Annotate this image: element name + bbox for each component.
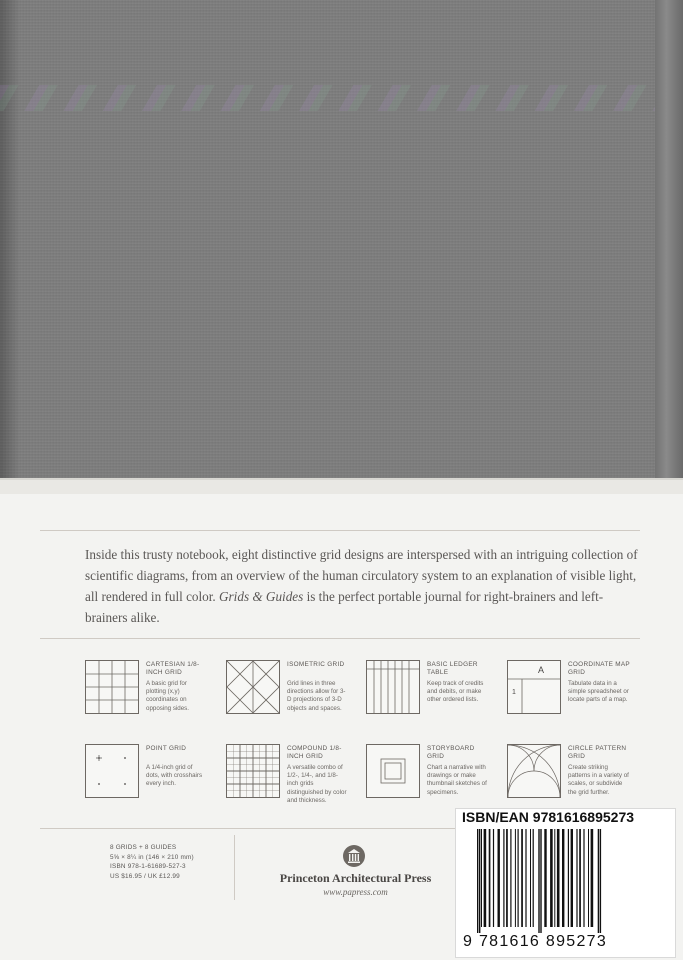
iridescent-band <box>0 85 655 111</box>
circle-pattern-thumbnail <box>507 744 561 798</box>
isbn-number: 9781616895273 <box>532 809 635 825</box>
compound-grid-icon <box>227 745 279 797</box>
specs-size: 5⅝ × 8¼ in (146 × 210 mm) <box>110 853 194 861</box>
intro-title: Grids & Guides <box>219 589 304 604</box>
grid-name-cartesian: CARTESIAN 1/8-INCH GRID <box>146 661 200 676</box>
point-grid-icon <box>86 745 138 797</box>
isometric-grid-icon <box>227 661 279 713</box>
intro-part1: Inside this trusty notebook, eight distinctive grid designs are interspersed with an intriguing collection of scientific diagrams, from an overview of the human circulatory system to an explanation of visible light, all rendered in full color. <box>85 547 638 604</box>
isbn-label: ISBN/EAN <box>462 809 529 825</box>
grid-desc-ledger: Keep track of credits and debits, or make other ordered lists. <box>427 680 484 704</box>
point-grid-thumbnail <box>85 744 139 798</box>
grid-name-ledger: BASIC LEDGER TABLE <box>427 661 478 676</box>
grid-desc-circle: Create striking patterns in a variety of scales, or subdivide the grid further. <box>568 764 629 796</box>
grid-desc-point: A 1/4-inch grid of dots, with crosshairs every inch. <box>146 764 203 788</box>
panel-edge <box>0 478 683 494</box>
grid-desc-coordinate: Tabulate data in a simple spreadsheet or locate parts of a map. <box>568 680 629 704</box>
storyboard-grid-thumbnail <box>366 744 420 798</box>
barcode-digits: 9 781616 895273 <box>463 933 608 950</box>
cartesian-grid-thumbnail <box>85 660 139 714</box>
storyboard-grid-icon <box>367 745 419 797</box>
grid-desc-cartesian: A basic grid for plotting (x,y) coordinates on opposing sides. <box>146 680 189 712</box>
publisher-logo <box>343 845 365 867</box>
isbn-heading <box>462 809 676 825</box>
publisher-name: Princeton Architectural Press <box>279 871 432 885</box>
circle-pattern-icon <box>508 745 560 797</box>
intro-text <box>85 544 641 628</box>
divider-bottom <box>40 828 460 829</box>
specs-contents: 8 GRIDS + 8 GUIDES <box>110 844 177 851</box>
book-specs <box>110 843 220 881</box>
grid-name-isometric: ISOMETRIC GRID <box>287 661 345 668</box>
grid-desc-compound: A versatile combo of 1/2-, 1/4-, and 1/8-inch grids distinguished by color and thickness. <box>287 764 347 804</box>
compound-grid-thumbnail <box>226 744 280 798</box>
grid-desc-isometric: Grid lines in three directions allow for 3-D projections of 3-D objects and spaces. <box>287 680 346 712</box>
divider-middle <box>40 638 640 639</box>
grid-desc-storyboard: Chart a narrative with drawings or make thumbnail sketches of specimens. <box>427 764 487 796</box>
ledger-table-thumbnail <box>366 660 420 714</box>
isometric-grid-thumbnail <box>226 660 280 714</box>
grid-name-compound: COMPOUND 1/8-INCH GRID <box>287 745 342 760</box>
coordinate-letter: A <box>538 665 545 675</box>
specs-price: US $16.95 / UK £12.99 <box>110 872 180 880</box>
spine-edge <box>655 0 683 478</box>
grid-name-coordinate: COORDINATE MAP GRID <box>568 661 630 676</box>
coordinate-number: 1 <box>512 689 516 696</box>
barcode-icon <box>463 829 671 933</box>
coordinate-map-icon <box>508 661 560 713</box>
publisher-url: www.papress.com <box>323 887 388 897</box>
footer-separator <box>234 835 235 900</box>
ledger-table-icon <box>367 661 419 713</box>
cartesian-grid-icon <box>86 661 138 713</box>
specs-isbn: ISBN 978-1-61689-527-3 <box>110 863 186 870</box>
cover-shadow <box>0 0 20 478</box>
coordinate-map-thumbnail <box>507 660 561 714</box>
grid-name-point: POINT GRID <box>146 745 187 752</box>
grid-name-storyboard: STORYBOARD GRID <box>427 745 475 760</box>
grid-name-circle: CIRCLE PATTERN GRID <box>568 745 627 760</box>
divider-top <box>40 530 640 531</box>
cloth-cover <box>0 0 683 478</box>
intro-part2: is the perfect portable journal for right-brainers and left-brainers alike. <box>85 589 604 625</box>
temple-icon <box>343 845 365 867</box>
